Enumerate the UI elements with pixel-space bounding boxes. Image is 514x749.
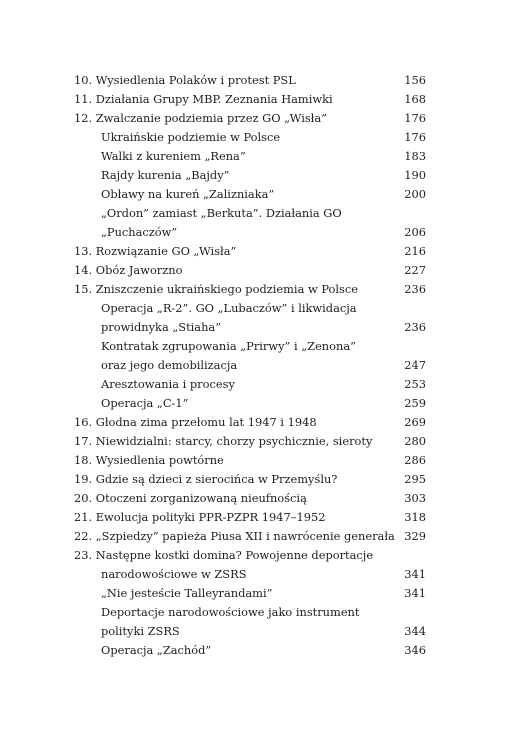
toc-entry xyxy=(74,432,426,451)
toc-entry-title: Deportacje narodowościowe jako instrument xyxy=(101,605,360,619)
toc-subentry xyxy=(74,565,426,584)
toc-entry-title: „Ordon” zamiast „Berkuta”. Działania GO xyxy=(101,206,342,220)
toc-subentry xyxy=(74,166,426,185)
toc-entry-title: 20. Otoczeni zorganizowaną nieufnością xyxy=(74,491,307,505)
toc-entry-page-number: 346 xyxy=(404,643,426,657)
toc-entry-page-number: 329 xyxy=(404,529,426,543)
toc-entry-title: Ukraińskie podziemie w Polsce xyxy=(101,130,281,144)
toc-subentry xyxy=(74,584,426,603)
toc-entry-page-number: 295 xyxy=(404,472,426,486)
toc-subentry xyxy=(74,622,426,641)
toc-subentry xyxy=(74,318,426,337)
toc-subentry xyxy=(74,641,426,660)
table-of-contents xyxy=(74,71,426,660)
toc-entry-page-number: 176 xyxy=(404,130,426,144)
toc-subentry xyxy=(74,147,426,166)
toc-entry-title: Operacja „C-1” xyxy=(101,396,189,410)
toc-subentry xyxy=(74,394,426,413)
toc-subentry xyxy=(74,375,426,394)
toc-entry-title: Rajdy kurenia „Bajdy” xyxy=(101,168,230,182)
toc-entry-title: oraz jego demobilizacja xyxy=(101,358,238,372)
toc-entry-title: 21. Ewolucja polityki PPR-PZPR 1947–1952 xyxy=(74,510,326,524)
toc-entry-page-number: 280 xyxy=(404,434,426,448)
toc-entry-page-number: 286 xyxy=(404,453,426,467)
toc-entry xyxy=(74,470,426,489)
toc-entry-page-number: 200 xyxy=(404,187,426,201)
toc-entry-page-number: 303 xyxy=(404,491,426,505)
toc-entry-page-number: 318 xyxy=(404,510,426,524)
toc-entry-page-number: 227 xyxy=(404,263,426,277)
toc-entry xyxy=(74,489,426,508)
toc-entry xyxy=(74,527,426,546)
toc-subentry xyxy=(74,128,426,147)
toc-entry-page-number: 341 xyxy=(404,567,426,581)
toc-entry-page-number: 176 xyxy=(404,111,426,125)
toc-entry xyxy=(74,71,426,90)
toc-entry-page-number: 206 xyxy=(404,225,426,239)
toc-entry-title: Operacja „Zachód” xyxy=(101,643,212,657)
toc-entry-page-number: 344 xyxy=(404,624,426,638)
toc-entry-title: Operacja „R-2”. GO „Lubaczów” i likwidacja xyxy=(101,301,357,315)
toc-entry-page-number: 216 xyxy=(404,244,426,258)
toc-entry-page-number: 269 xyxy=(404,415,426,429)
toc-entry-title: Obławy na kureń „Zaliznіaka” xyxy=(101,187,275,201)
toc-entry-title: „Puchaczów” xyxy=(101,225,178,239)
toc-entry-page-number: 341 xyxy=(404,586,426,600)
toc-subentry xyxy=(74,337,426,356)
toc-entry-title: prowidnyka „Stiaha” xyxy=(101,320,222,334)
toc-entry-title: 15. Zniszczenie ukraińskiego podziemia w Polsce xyxy=(74,282,359,296)
toc-entry-page-number: 190 xyxy=(404,168,426,182)
toc-entry-title: „Nie jesteście Talleyrandami” xyxy=(101,586,273,600)
toc-entry-page-number: 259 xyxy=(404,396,426,410)
toc-entry-title: 23. Następne kostki domina? Powojenne deportacje xyxy=(74,548,374,562)
toc-entry-title: polityki ZSRS xyxy=(101,624,180,638)
toc-entry-title: Aresztowania i procesy xyxy=(101,377,235,391)
toc-entry-page-number: 183 xyxy=(404,149,426,163)
toc-subentry xyxy=(74,603,426,622)
toc-entry-title: 14. Obóz Jaworzno xyxy=(74,263,183,277)
toc-entry-title: narodowościowe w ZSRS xyxy=(101,567,247,581)
toc-subentry xyxy=(74,299,426,318)
toc-entry-title: 19. Gdzie są dzieci z sierocińca w Przemyślu? xyxy=(74,472,338,486)
toc-entry-title: 22. „Szpiedzy” papieża Piusa XII i nawrócenie generała xyxy=(74,529,395,543)
toc-entry-title: Kontratak zgrupowania „Prirwy” i „Zenona” xyxy=(101,339,356,353)
toc-subentry xyxy=(74,204,426,223)
toc-entry-page-number: 156 xyxy=(404,73,426,87)
toc-entry xyxy=(74,242,426,261)
toc-entry-title: 13. Rozwiązanie GO „Wisła” xyxy=(74,244,237,258)
toc-subentry xyxy=(74,185,426,204)
toc-entry-page-number: 236 xyxy=(404,282,426,296)
toc-entry-page-number: 236 xyxy=(404,320,426,334)
toc-entry xyxy=(74,508,426,527)
toc-entry xyxy=(74,90,426,109)
toc-entry xyxy=(74,261,426,280)
toc-entry xyxy=(74,109,426,128)
toc-entry-title: Walki z kureniem „Rena” xyxy=(101,149,246,163)
toc-entry-title: 18. Wysiedlenia powtórne xyxy=(74,453,224,467)
toc-entry-page-number: 253 xyxy=(404,377,426,391)
toc-entry-title: 11. Działania Grupy MBP. Zeznania Hamiwki xyxy=(74,92,333,106)
toc-subentry xyxy=(74,356,426,375)
toc-entry-page-number: 168 xyxy=(404,92,426,106)
toc-entry-title: 17. Niewidzialni: starcy, chorzy psychicznie, sieroty xyxy=(74,434,373,448)
toc-entry xyxy=(74,413,426,432)
toc-entry xyxy=(74,280,426,299)
toc-entry-title: 10. Wysiedlenia Polaków i protest PSL xyxy=(74,73,296,87)
toc-entry xyxy=(74,451,426,470)
toc-subentry xyxy=(74,223,426,242)
toc-entry-title: 12. Zwalczanie podziemia przez GO „Wisła” xyxy=(74,111,327,125)
toc-entry-page-number: 247 xyxy=(404,358,426,372)
toc-entry-title: 16. Głodna zima przełomu lat 1947 i 1948 xyxy=(74,415,317,429)
toc-entry xyxy=(74,546,426,565)
